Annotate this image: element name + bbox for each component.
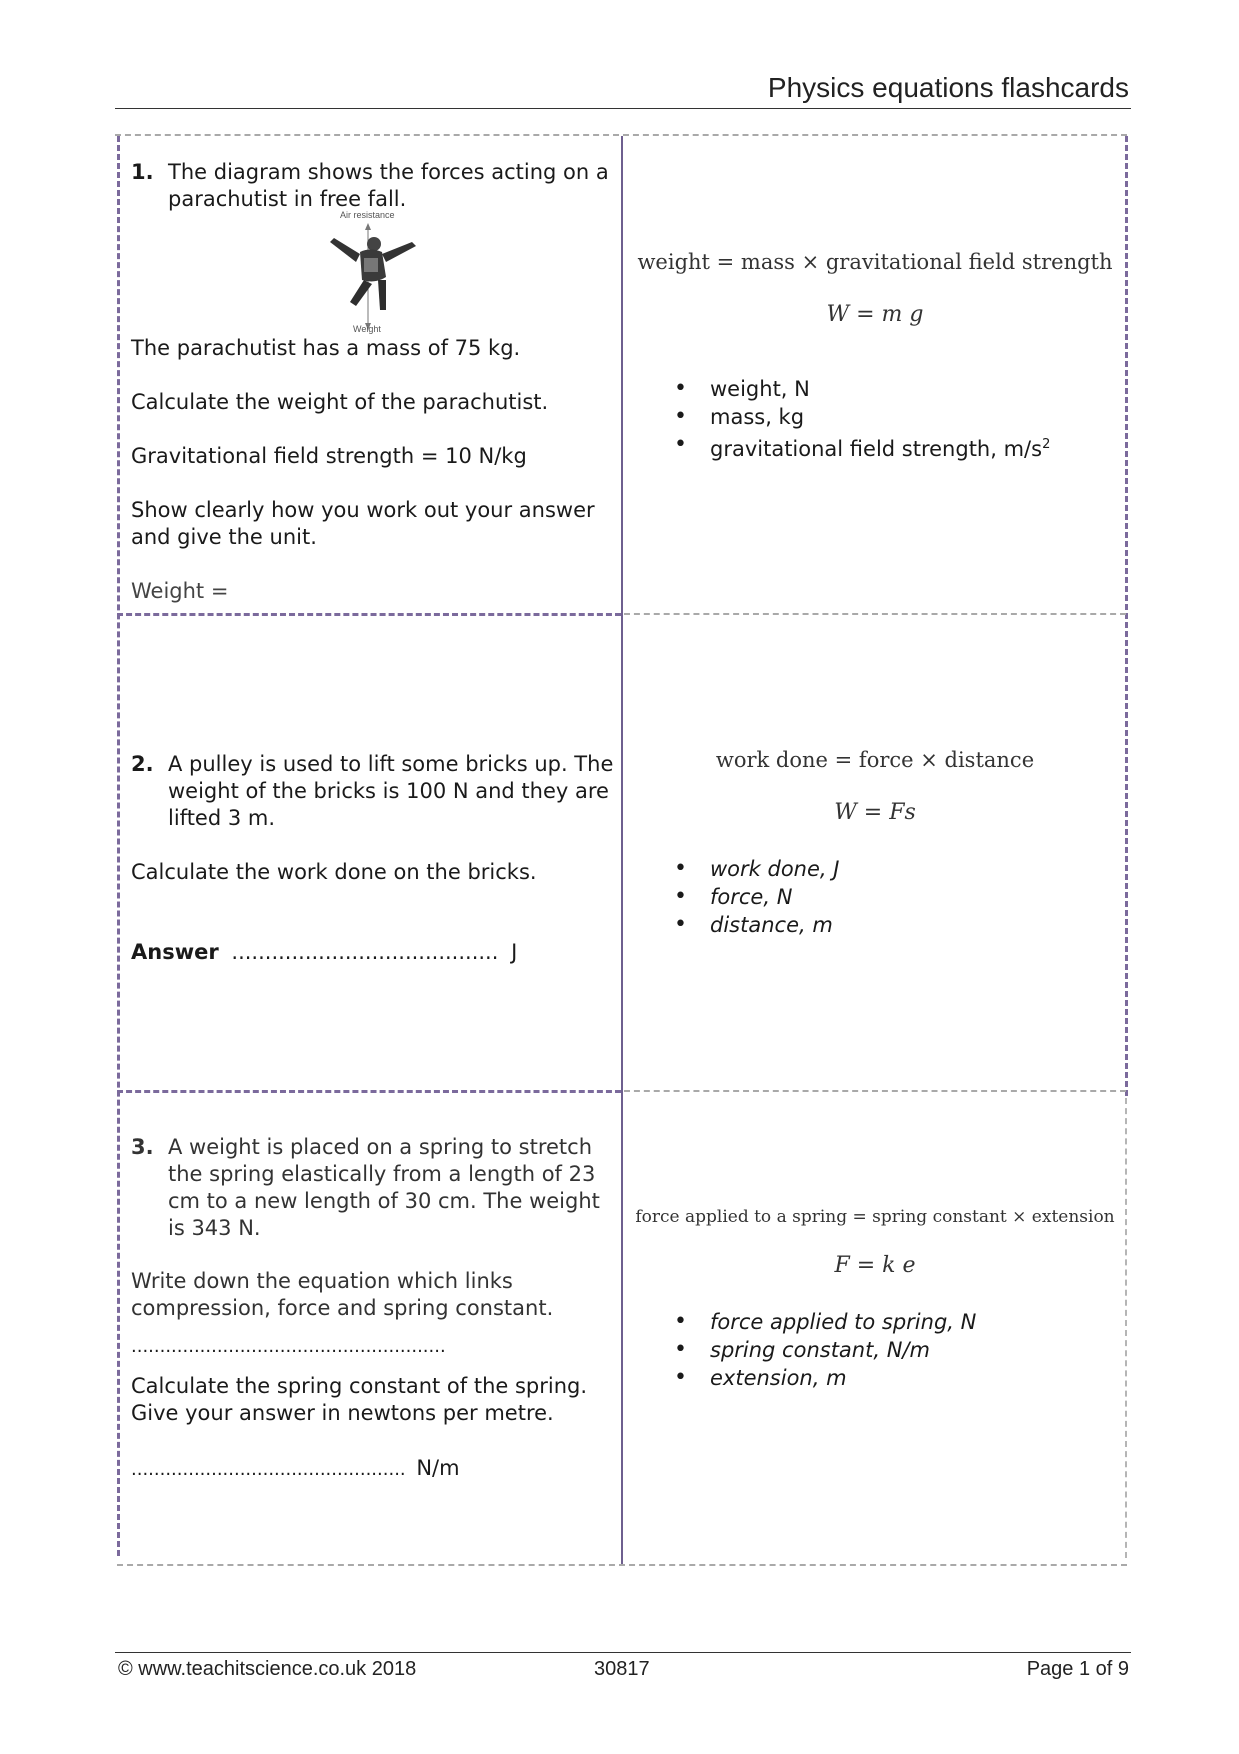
card-1-word-equation: weight = mass × gravitational field strength xyxy=(637,250,1113,274)
card-grid-right-border-lower xyxy=(1125,1098,1127,1558)
question-number: 1. xyxy=(131,160,154,184)
list-item: • spring constant, N/m xyxy=(670,1336,976,1364)
question-number: 2. xyxy=(131,752,154,776)
answer-label: Answer xyxy=(131,940,219,964)
air-resistance-label: Air resistance xyxy=(340,210,395,220)
footer-page-number: Page 1 of 9 xyxy=(1026,1658,1129,1680)
footer-divider xyxy=(115,1652,1131,1653)
page-title: Physics equations flashcards xyxy=(767,72,1129,103)
weight-arrow-label: Weight xyxy=(353,324,381,334)
card-3-variable-list xyxy=(670,1308,976,1392)
card-3-answer-line-1: ....................................................... xyxy=(131,1336,446,1357)
card-3-answer-line-2 xyxy=(131,1455,460,1483)
card-1-task: Calculate the weight of the parachutist. xyxy=(131,390,549,414)
card-2-task: Calculate the work done on the bricks. xyxy=(131,860,537,884)
header-divider xyxy=(115,108,1131,109)
answer-unit: J xyxy=(511,940,518,964)
question-number: 3. xyxy=(131,1135,154,1159)
card-3-symbol-equation: F = k e xyxy=(834,1253,916,1278)
card-1-answer-label: Weight = xyxy=(131,579,229,603)
card-3-word-equation: force applied to a spring = spring constant × extension xyxy=(635,1207,1115,1227)
card-1-question xyxy=(131,159,611,213)
card-1-given: Gravitational field strength = 10 N/kg xyxy=(131,444,527,468)
card-3-task-2: Calculate the spring constant of the spring. Give your answer in newtons per metre. xyxy=(131,1374,588,1425)
question-text: A pulley is used to lift some bricks up. The weight of the bricks is 100 N and they are lifted 3 m. xyxy=(168,752,614,830)
answer-dots: ........................................ xyxy=(231,940,499,964)
list-item: • force applied to spring, N xyxy=(670,1308,976,1336)
card-grid-right-border-upper xyxy=(1125,136,1128,1096)
superscript: 2 xyxy=(1042,437,1051,452)
card-3-question xyxy=(131,1134,611,1242)
question-text: The diagram shows the forces acting on a parachutist in free fall. xyxy=(168,160,609,211)
list-item: • extension, m xyxy=(670,1364,976,1392)
list-item: • distance, m xyxy=(670,911,839,939)
question-text: A weight is placed on a spring to stretch the spring elastically from a length of 23 cm to a new length of 30 cm. The weight is 343 N. xyxy=(168,1135,600,1240)
parachutist-diagram xyxy=(320,210,430,338)
card-fold-line xyxy=(621,136,623,1564)
list-item: • mass, kg xyxy=(670,403,1050,431)
card-1-2-cut-line-left xyxy=(117,613,621,616)
answer-unit: N/m xyxy=(416,1456,460,1480)
card-2-answer-line xyxy=(131,939,517,966)
card-1-variable-list xyxy=(670,375,1050,463)
list-item: • work done, J xyxy=(670,855,839,883)
parachutist-icon xyxy=(320,222,430,332)
list-item xyxy=(670,431,1050,463)
card-2-3-cut-line-left xyxy=(117,1090,621,1093)
card-2-question xyxy=(131,751,621,832)
card-1-2-cut-line-right xyxy=(624,613,1126,615)
card-2-3-cut-line-right xyxy=(624,1090,1126,1092)
card-2-symbol-equation: W = Fs xyxy=(834,800,916,825)
answer-dots: ................................................ xyxy=(131,1459,406,1480)
footer-resource-code: 30817 xyxy=(594,1658,650,1680)
card-2-variable-list xyxy=(670,855,839,939)
card-grid-bottom-border xyxy=(117,1564,1127,1566)
card-2-word-equation: work done = force × distance xyxy=(715,748,1035,772)
list-item: • force, N xyxy=(670,883,839,911)
list-item: • weight, N xyxy=(670,375,1050,403)
card-1-symbol-equation: W = m g xyxy=(826,302,924,327)
card-1-instruction: Show clearly how you work out your answer and give the unit. xyxy=(131,498,595,549)
card-1-mass-line: The parachutist has a mass of 75 kg. xyxy=(131,336,521,360)
variable-text: gravitational field strength, m/s xyxy=(710,437,1043,461)
card-3-task-1: Write down the equation which links compression, force and spring constant. xyxy=(131,1269,554,1320)
card-grid-left-border xyxy=(117,136,120,1556)
footer-copyright: © www.teachitscience.co.uk 2018 xyxy=(118,1658,417,1680)
